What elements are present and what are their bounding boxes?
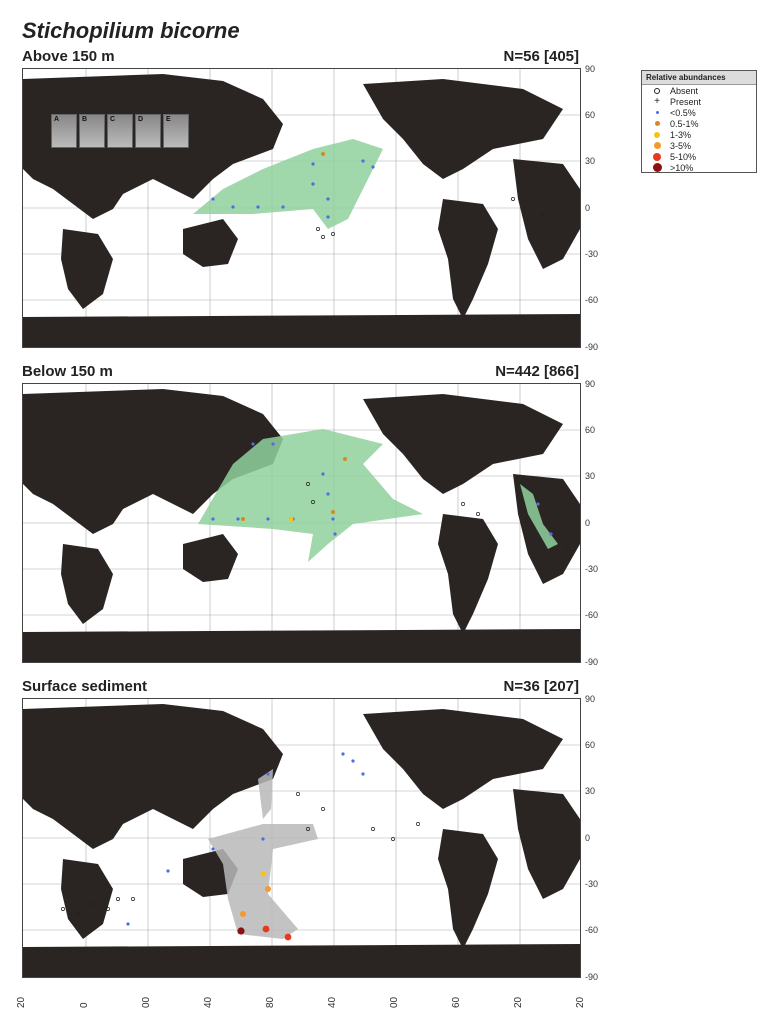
- panel-title-below: Below 150 m: [22, 363, 113, 380]
- panel-title-sediment: Surface sediment: [22, 678, 148, 695]
- specimen-image-d: D: [135, 114, 161, 148]
- legend-item-absent: Absent: [642, 85, 756, 96]
- legend-item-5-10: 5-10%: [642, 151, 756, 162]
- sample-orange: [321, 152, 325, 156]
- map-panel-sediment: [22, 698, 581, 978]
- legend-header: Relative abundances: [642, 71, 756, 85]
- specimen-image-b: B: [79, 114, 105, 148]
- map-panel-below: [22, 383, 581, 663]
- specimen-image-a: A: [51, 114, 77, 148]
- legend-item-3-5: 3-5%: [642, 140, 756, 151]
- specimen-images: [51, 114, 189, 148]
- map-panel-above: [22, 68, 581, 348]
- specimen-image-c: C: [107, 114, 133, 148]
- legend-item-05-1: 0.5-1%: [642, 118, 756, 129]
- panel-title-above: Above 150 m: [22, 48, 115, 65]
- legend-item-present: + Present: [654, 96, 702, 107]
- panel-n-below: N=442 [866]: [495, 363, 579, 380]
- legend: [641, 70, 757, 173]
- legend-item-gt10: >10%: [642, 162, 756, 173]
- specimen-image-e: E: [163, 114, 189, 148]
- legend-item-lt05: <0.5%: [642, 107, 756, 118]
- legend-item-1-3: 1-3%: [642, 129, 756, 140]
- figure-title: Stichopilium bicorne: [22, 18, 240, 43]
- panel-n-above: N=56 [405]: [503, 48, 579, 65]
- panel-n-sediment: N=36 [207]: [503, 678, 579, 695]
